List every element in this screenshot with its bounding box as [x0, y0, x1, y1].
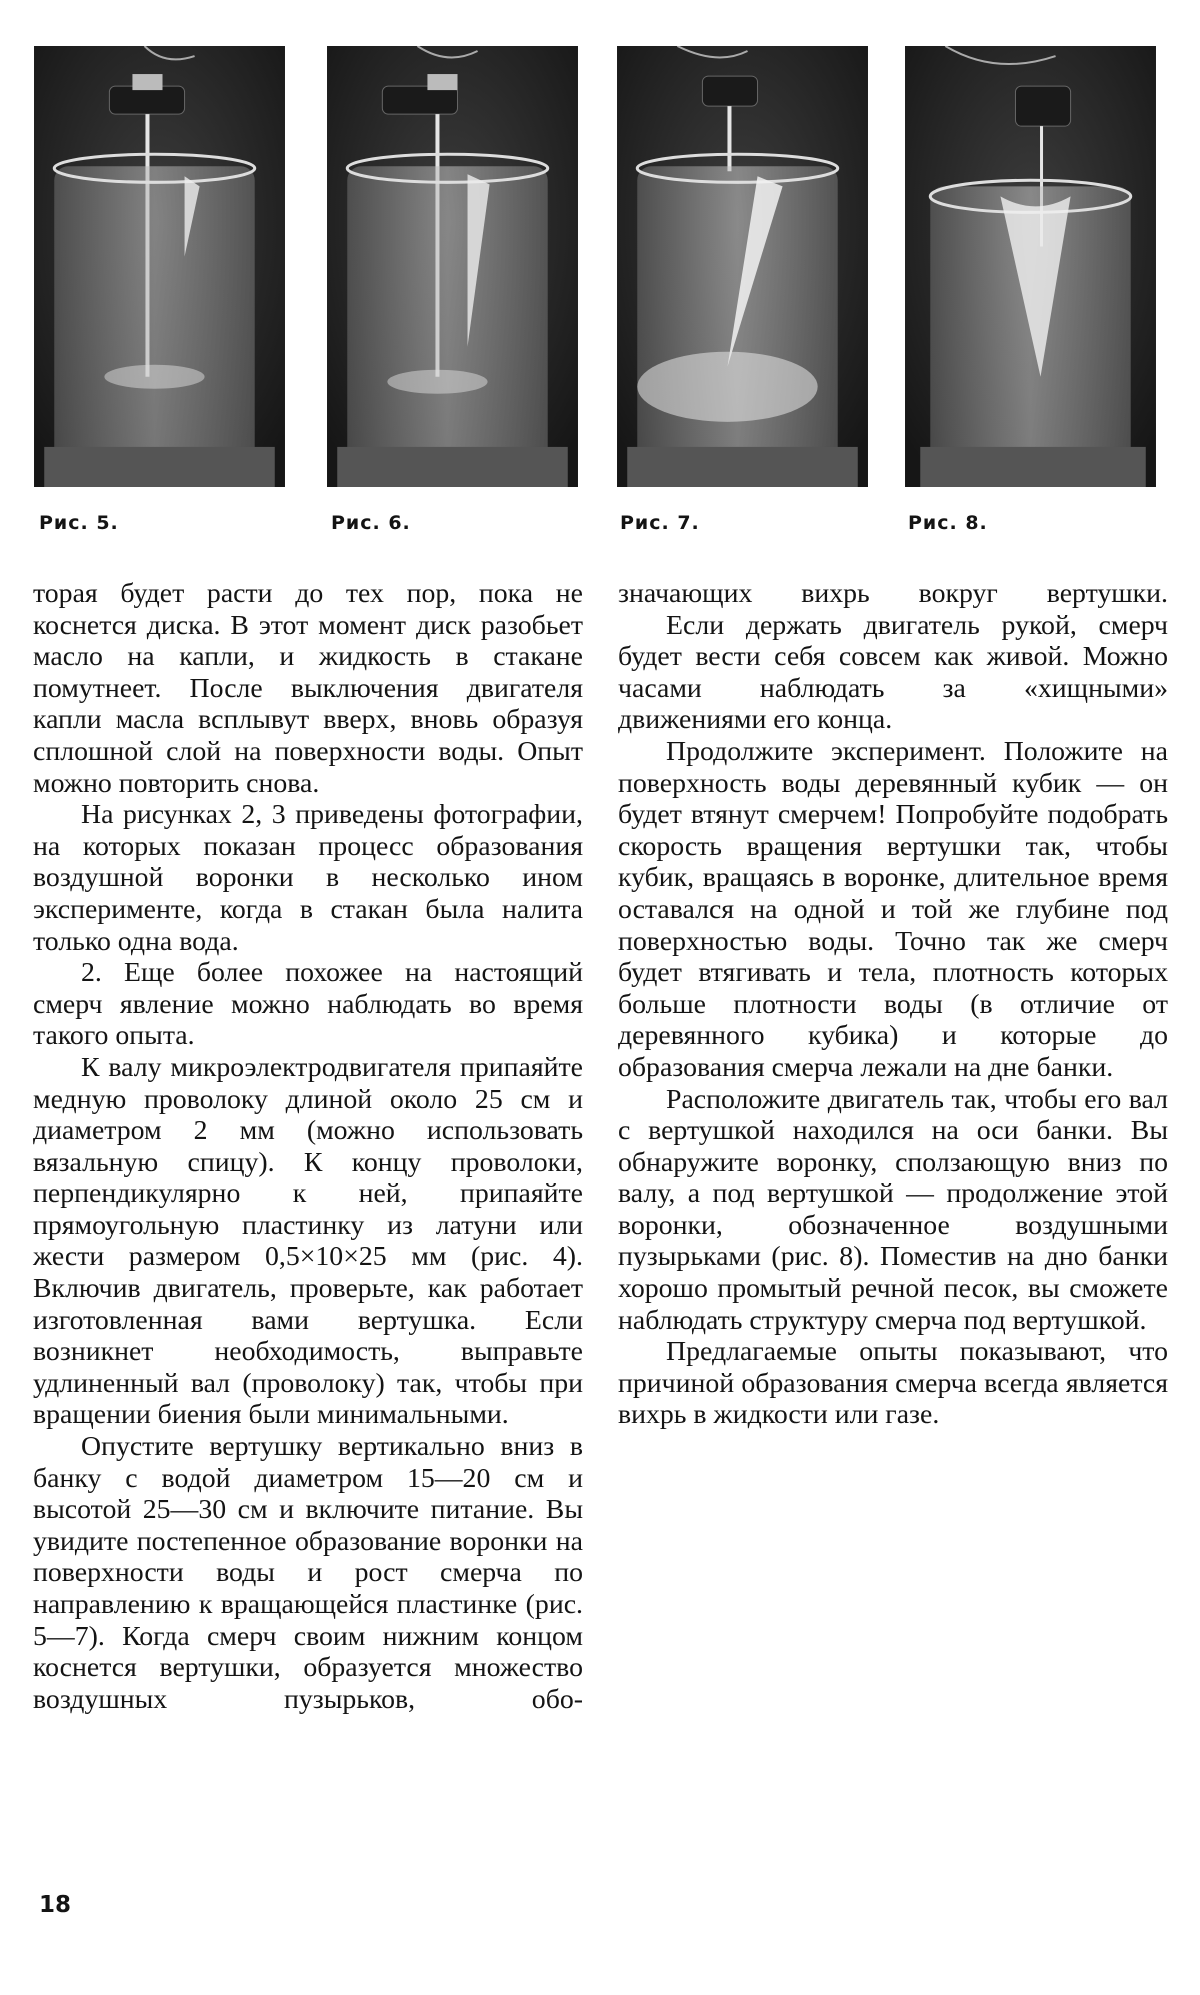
figure-7-caption: Рис. 7. — [620, 512, 700, 534]
page-number: 18 — [39, 1892, 72, 1918]
figure-6-image — [327, 46, 578, 487]
paragraph: торая будет расти до тех пор, пока не коснется диска. В этот момент диск разобьет масло на капли, и жидкость в стакане помутнеет. После выключения двигателя капли масла всплывут вверх, вновь образуя сплошной слой на поверхности воды. Опыт можно повторить снова. — [33, 578, 583, 799]
paragraph: На рисунках 2, 3 приведены фотографии, на которых показан процесс образования воздушной воронки в несколько ином эксперименте, когда в стакан была налита только одна вода. — [33, 799, 583, 957]
paragraph: Расположите двигатель так, чтобы его вал с вертушкой находился на оси банки. Вы обнаружите воронку, сползающую вниз по валу, а под вертушкой — продолжение этой воронки, обозначенное воздушными пузырьками (рис. 8). Поместив на дно банки хорошо промытый речной песок, вы сможете наблюдать структуру смерча под вертушкой. — [618, 1083, 1168, 1336]
paragraph: Предлагаемые опыты показывают, что причиной образования смерча всегда является вихрь в жидкости или газе. — [618, 1336, 1168, 1431]
figure-8-photo — [905, 46, 1156, 487]
figure-7-image — [617, 46, 868, 487]
paragraph: Опустите вертушку вертикально вниз в банку с водой диаметром 15—20 см и высотой 25—30 см и включите питание. Вы увидите постепенное образование воронки на поверхности воды и рост смерча по направлению к вращающейся пластинке (рис. 5—7). Когда смерч своим нижним концом коснется вертушки, образуется множество воздушных пузырьков, обо- — [33, 1431, 583, 1715]
figure-5-caption: Рис. 5. — [39, 512, 119, 534]
figure-6-caption: Рис. 6. — [331, 512, 411, 534]
figure-7-photo — [617, 46, 868, 487]
paragraph: 2. Еще более похожее на настоящий смерч явление можно наблюдать во время такого опыта. — [33, 957, 583, 1052]
paragraph: К валу микроэлектродвигателя припаяйте медную проволоку длиной около 25 см и диаметром 2 мм (можно использовать вязальную спицу). К концу проволоки, перпендикулярно к ней, припаяйте прямоугольную пластинку из латуни или жести размером 0,5×10×25 мм (рис. 4). Включив двигатель, проверьте, как работает изготовленная вами вертушка. Если возникнет необходимость, выправьте удлиненный вал (проволоку) так, чтобы при вращении биения были минимальными. — [33, 1051, 583, 1431]
right-text-column — [618, 578, 1168, 1431]
paragraph: Продолжите эксперимент. Положите на поверхность воды деревянный кубик — он будет втянут смерчем! Попробуйте подобрать скорость вращения вертушки так, чтобы кубик, вращаясь в воронке, длительное время оставался на одной и той же глубине под поверхностью воды. Точно так же смерч будет втягивать и тела, плотность которых больше плотности воды (в отличие от деревянного кубика) и которые до образования смерча лежали на дне банки. — [618, 735, 1168, 1083]
figure-8-caption: Рис. 8. — [908, 512, 988, 534]
figure-8-image — [905, 46, 1156, 487]
paragraph: значающих вихрь вокруг вертушки. — [618, 578, 1168, 609]
paragraph: Если держать двигатель рукой, смерч будет вести себя совсем как живой. Можно часами наблюдать за «хищными» движениями его конца. — [618, 609, 1168, 736]
figure-5-photo — [34, 46, 285, 487]
figure-6-photo — [327, 46, 578, 487]
figure-5-image — [34, 46, 285, 487]
left-text-column — [33, 578, 583, 1715]
